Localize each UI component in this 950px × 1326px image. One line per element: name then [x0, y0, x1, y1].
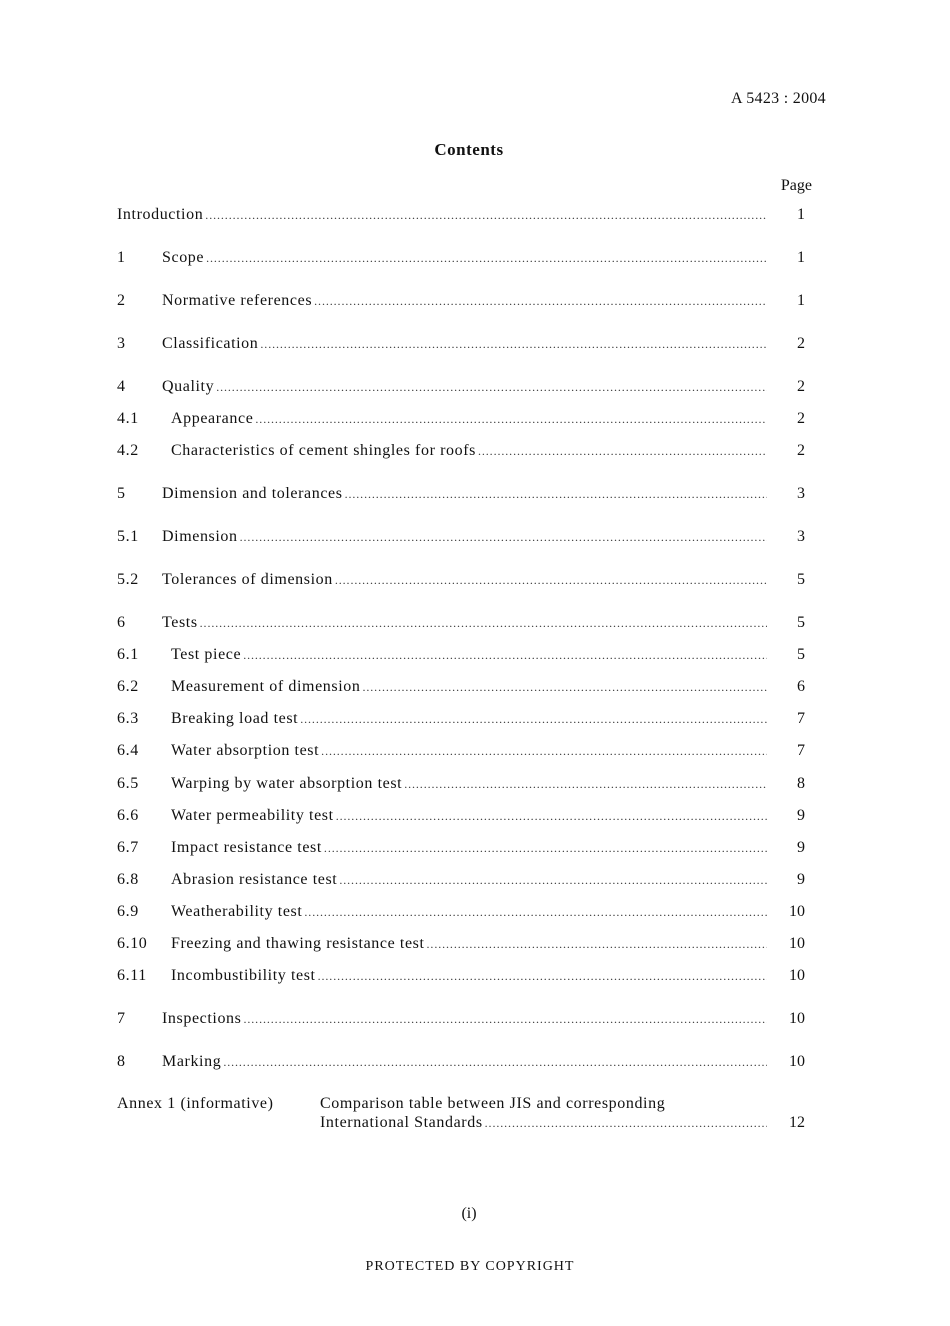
toc-entry-text: [171, 839, 767, 857]
toc-subentry[interactable]: [117, 903, 805, 925]
toc-entry-text: [162, 571, 767, 589]
toc-entry-page: 1: [797, 249, 805, 266]
toc-entry-number: 6.10: [117, 935, 148, 952]
annex-title-line2: International Standards: [320, 1114, 483, 1131]
leader-dots: [321, 744, 767, 759]
toc-entry-title: Breaking load test: [171, 710, 299, 727]
toc-entry[interactable]: [117, 614, 805, 636]
toc-entry-number: 6.2: [117, 678, 139, 695]
leader-dots: [300, 712, 767, 727]
leader-dots: [404, 777, 767, 792]
toc-subentry[interactable]: [117, 571, 805, 593]
toc-entry-number: 6.3: [117, 710, 139, 727]
toc-entry-page: 10: [789, 967, 805, 984]
toc-entry-text: [171, 967, 767, 985]
toc-entry-title: Weatherability test: [171, 903, 303, 920]
toc-entry-number: 5.1: [117, 528, 139, 545]
toc-entry-number: 6: [117, 614, 126, 631]
document-code: A 5423 : 2004: [730, 90, 826, 107]
toc-entry-page: 10: [789, 903, 805, 920]
toc-entry-title: Freezing and thawing resistance test: [171, 935, 425, 952]
toc-entry[interactable]: [117, 1053, 805, 1075]
leader-dots: [216, 380, 767, 395]
toc-entry-text: [162, 378, 767, 396]
toc-entry-introduction[interactable]: [117, 206, 805, 228]
toc-entry-number: 6.11: [117, 967, 147, 984]
leader-dots: [205, 208, 767, 223]
toc-entry-title: Scope: [162, 249, 205, 266]
toc-entry-title: Abrasion resistance test: [171, 871, 338, 888]
toc-entry-text: [171, 871, 767, 889]
toc-entry-text: [162, 335, 767, 353]
toc-entry-text: [320, 1114, 767, 1132]
toc-entry-number: 7: [117, 1010, 126, 1027]
toc-subentry[interactable]: [117, 839, 805, 861]
toc-entry-page: 10: [789, 1053, 805, 1070]
toc-entry[interactable]: [117, 378, 805, 400]
toc-entry-text: [171, 903, 767, 921]
toc-entry-text: [171, 935, 767, 953]
toc-entry-title: Water absorption test: [171, 742, 320, 759]
toc-entry-text: [171, 742, 767, 760]
toc-entry-text: [162, 528, 767, 546]
toc-entry-page: 9: [797, 839, 805, 856]
toc-entry-text: [162, 292, 767, 310]
toc-subentry[interactable]: [117, 967, 805, 989]
toc-entry-text: [171, 775, 767, 793]
leader-dots: [345, 487, 767, 502]
toc-entry-number: 6.5: [117, 775, 139, 792]
toc-entry-title: Impact resistance test: [171, 839, 322, 856]
toc-entry-text: [117, 206, 767, 224]
toc-entry-title: Dimension: [162, 528, 238, 545]
leader-dots: [335, 573, 767, 588]
toc-entry-text: [162, 1053, 767, 1071]
toc-subentry[interactable]: [117, 775, 805, 797]
toc-entry-title: Water permeability test: [171, 807, 334, 824]
toc-entry-title: Introduction: [117, 206, 204, 223]
toc-entry-number: 1: [117, 249, 126, 266]
leader-dots: [240, 530, 767, 545]
toc-entry-title: Inspections: [162, 1010, 242, 1027]
toc-entry-page: 6: [797, 678, 805, 695]
toc-entry-number: 6.9: [117, 903, 139, 920]
annex-title-line1: Comparison table between JIS and corresponding: [320, 1095, 666, 1112]
leader-dots: [255, 412, 767, 427]
toc-entry-number: 3: [117, 335, 126, 352]
copyright-notice: PROTECTED BY COPYRIGHT: [365, 1259, 575, 1274]
toc-subentry[interactable]: [117, 442, 805, 464]
toc-entry-page: 5: [797, 614, 805, 631]
toc-entry-page: 5: [797, 571, 805, 588]
toc-entry[interactable]: [117, 485, 805, 507]
toc-entry-page: 3: [797, 485, 805, 502]
toc-entry-title: Normative references: [162, 292, 313, 309]
toc-entry-number: 2: [117, 292, 126, 309]
toc-entry[interactable]: [117, 249, 805, 271]
toc-entry-page: 2: [797, 335, 805, 352]
toc-entry-text: [171, 442, 767, 460]
toc-entry-text: [162, 614, 767, 632]
toc-entry-page: 2: [797, 442, 805, 459]
toc-subentry[interactable]: [117, 678, 805, 700]
toc-subentry[interactable]: [117, 935, 805, 957]
toc-entry-page: 2: [797, 410, 805, 427]
toc-entry-number: 6.7: [117, 839, 139, 856]
toc-entry-text: [171, 646, 767, 664]
toc-entry-text: [171, 678, 767, 696]
toc-entry-number: 6.1: [117, 646, 139, 663]
page-column-heading: Page: [780, 177, 812, 194]
toc-entry-title: Incombustibility test: [171, 967, 316, 984]
toc-entry-title: Classification: [162, 335, 259, 352]
leader-dots: [478, 444, 767, 459]
toc-entry-text: [162, 1010, 767, 1028]
leader-dots: [485, 1116, 767, 1131]
leader-dots: [243, 1012, 767, 1027]
toc-entry-page: 2: [797, 378, 805, 395]
toc-entry-title: Dimension and tolerances: [162, 485, 343, 502]
toc-entry[interactable]: [117, 335, 805, 357]
toc-entry-page: 9: [797, 871, 805, 888]
toc-entry-text: [171, 710, 767, 728]
toc-entry-title: Appearance: [171, 410, 254, 427]
leader-dots: [336, 809, 767, 824]
toc-subentry[interactable]: [117, 871, 805, 893]
leader-dots: [318, 969, 767, 984]
toc-entry-number: 4.1: [117, 410, 139, 427]
toc-subentry[interactable]: [117, 646, 805, 668]
toc-entry-annex[interactable]: [117, 1095, 805, 1137]
toc-entry-page: 7: [797, 742, 805, 759]
toc-subentry[interactable]: [117, 742, 805, 764]
page-title: Contents: [434, 140, 504, 159]
leader-dots: [304, 905, 767, 920]
toc-entry-page: 3: [797, 528, 805, 545]
toc-entry[interactable]: [117, 1010, 805, 1032]
leader-dots: [427, 937, 767, 952]
toc-entry-title: Tolerances of dimension: [162, 571, 333, 588]
toc-entry-title: Test piece: [171, 646, 242, 663]
leader-dots: [314, 294, 767, 309]
toc-entry-title: Warping by water absorption test: [171, 775, 403, 792]
toc-entry[interactable]: [117, 292, 805, 314]
toc-entry-text: [162, 249, 767, 267]
toc-entry-title: Quality: [162, 378, 215, 395]
toc-entry-page: 1: [797, 206, 805, 223]
toc-entry-page: 12: [789, 1114, 805, 1131]
toc-subentry[interactable]: [117, 710, 805, 732]
toc-entry-page: 9: [797, 807, 805, 824]
toc-subentry[interactable]: [117, 528, 805, 550]
leader-dots: [223, 1055, 767, 1070]
annex-label: Annex 1 (informative): [117, 1095, 274, 1112]
toc-subentry[interactable]: [117, 807, 805, 829]
toc-entry-number: 8: [117, 1053, 126, 1070]
toc-entry-number: 6.8: [117, 871, 139, 888]
toc-entry-number: 5.2: [117, 571, 139, 588]
leader-dots: [260, 337, 767, 352]
leader-dots: [243, 648, 767, 663]
toc-entry-number: 5: [117, 485, 126, 502]
toc-entry-page: 10: [789, 1010, 805, 1027]
toc-entry-title: Tests: [162, 614, 198, 631]
toc-subentry[interactable]: [117, 410, 805, 432]
page-number: (i): [461, 1205, 477, 1222]
toc-entry-number: 4.2: [117, 442, 139, 459]
toc-entry-number: 6.6: [117, 807, 139, 824]
toc-entry-text: [171, 807, 767, 825]
toc-entry-title: Characteristics of cement shingles for roofs: [171, 442, 476, 459]
toc-entry-title: Measurement of dimension: [171, 678, 361, 695]
toc-entry-text: [171, 410, 767, 428]
toc-entry-title: Marking: [162, 1053, 222, 1070]
toc-entry-page: 8: [797, 775, 805, 792]
toc-entry-page: 10: [789, 935, 805, 952]
toc-entry-text: [162, 485, 767, 503]
leader-dots: [206, 251, 767, 266]
toc-entry-page: 1: [797, 292, 805, 309]
toc-entry-number: 6.4: [117, 742, 139, 759]
leader-dots: [362, 680, 767, 695]
leader-dots: [324, 841, 767, 856]
toc-entry-page: 5: [797, 646, 805, 663]
leader-dots: [200, 616, 767, 631]
toc-entry-page: 7: [797, 710, 805, 727]
leader-dots: [339, 873, 767, 888]
toc-entry-number: 4: [117, 378, 126, 395]
